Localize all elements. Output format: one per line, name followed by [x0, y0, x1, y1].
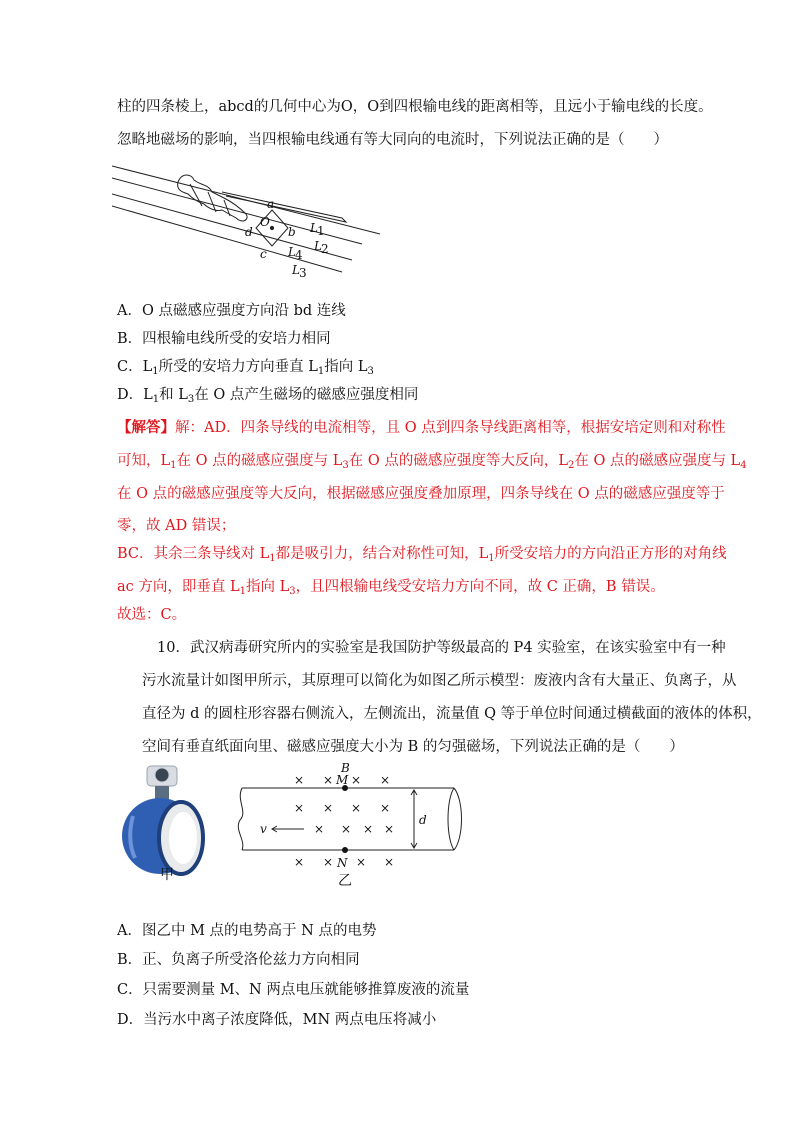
q9-answer-line4: 零，故 AD 错误； [117, 518, 236, 534]
a2c: 在 O 点的磁感应强度等大反向，L [348, 453, 568, 469]
q9-d-post: 在 O 点产生磁场的磁感应强度相同 [194, 387, 419, 403]
q10-stem-line3: 直径为 d 的圆柱形容器右侧流入，左侧流出，流量值 Q 等于单位时间通过横截面的液体的体积， [142, 706, 762, 722]
a6c: ，且四根输电线受安培力方向不同，故 C 正确，B 错误。 [295, 579, 665, 595]
label-L1-sub: 1 [317, 224, 325, 238]
q9-c-mid2: 指向 L [324, 359, 368, 375]
label-L3: L [292, 263, 300, 277]
q10-option-c: C．只需要测量 M、N 两点电压就能够推算废液的流量 [117, 982, 470, 998]
field-mark: × [314, 822, 325, 836]
q9-d-sub1: 1 [152, 394, 160, 405]
pipe-opening [169, 812, 197, 864]
q9-c-sub2: 1 [317, 366, 325, 377]
field-mark: × [294, 855, 305, 869]
pipe-right-end [454, 788, 462, 850]
label-L2: L [314, 239, 322, 253]
q9-option-c [117, 357, 374, 382]
label-b: b [288, 225, 296, 239]
a2s1: 1 [170, 460, 177, 471]
label-d: d [419, 813, 427, 827]
field-mark: × [323, 773, 334, 787]
q9-c-sub1: 1 [152, 366, 159, 377]
field-mark: × [380, 773, 391, 787]
q9-answer-line7: 故选：C。 [117, 607, 187, 623]
q9-c-mid: 所受的安培力方向垂直 L [158, 359, 318, 375]
field-mark: × [351, 801, 362, 815]
field-mark: × [351, 773, 362, 787]
q9-option-b: B．四根输电线所受的安培力相同 [117, 331, 331, 347]
label-L4: L [288, 245, 296, 259]
a2s2: 3 [342, 460, 349, 471]
q10-flowmeter-photo [115, 760, 215, 883]
q10-stem-line1: 10．武汉病毒研究所内的实验室是我国防护等级最高的 P4 实验室，在该实验室中有一种 [157, 640, 726, 656]
a6a: ac 方向，即垂直 L [117, 579, 240, 595]
label-L3-sub: 3 [299, 266, 307, 280]
q9-answer-line6 [117, 577, 665, 602]
field-mark: × [323, 801, 334, 815]
label-v: v [260, 822, 267, 836]
field-mark: × [294, 773, 305, 787]
label-a: a [267, 197, 275, 211]
fig-yi-label: 乙 [338, 873, 352, 889]
a5b: 都是吸引力，结合对称性可知，L [275, 546, 489, 562]
a5c: 所受安培力的方向沿正方形的对角线 [494, 546, 727, 562]
q10-pipe-model-figure [232, 760, 467, 890]
q9-c-sub3: 3 [367, 366, 374, 377]
a5s1: 1 [269, 553, 276, 564]
a2d: 在 O 点的磁感应强度与 L [574, 453, 741, 469]
fig-jia-label: 甲 [160, 867, 174, 883]
q9-stem-line2: 忽略地磁场的影响，当四根输电线通有等大同向的电流时，下列说法正确的是（ ） [117, 132, 668, 148]
label-L1: L [310, 221, 318, 235]
q10-option-a: A．图乙中 M 点的电势高于 N 点的电势 [117, 923, 377, 939]
answer-tag: 【解答】 [117, 419, 175, 436]
q9-d-sub2: 3 [187, 394, 195, 405]
q9-option-d [117, 385, 418, 410]
a2s4: 4 [740, 460, 747, 471]
label-M: M [336, 773, 349, 787]
pipe-right-end-inner [448, 788, 454, 850]
center-O [270, 226, 273, 229]
a5a: BC．其余三条导线对 L [117, 546, 270, 562]
q9-answer-line1 [117, 418, 726, 438]
q10-option-b: B．正、负离子所受洛伦兹力方向相同 [117, 952, 360, 968]
q9-answer-line5 [117, 544, 727, 569]
field-mark: × [356, 855, 367, 869]
a5s2: 1 [488, 553, 495, 564]
q9-figure-svg [112, 162, 392, 287]
q9-d-mid: 和 L [159, 387, 188, 403]
field-mark: × [380, 801, 391, 815]
label-O: O [260, 215, 270, 229]
q9-answer-line2 [117, 451, 747, 476]
field-mark: × [384, 855, 395, 869]
a6s2: 3 [289, 586, 296, 597]
label-L2-sub: 2 [321, 242, 329, 256]
label-B: B [341, 761, 350, 775]
meter-display [155, 768, 169, 782]
field-mark: × [384, 822, 395, 836]
a6b: 指向 L [246, 579, 290, 595]
meter-neck [155, 786, 169, 800]
field-mark: × [363, 822, 374, 836]
field-mark: × [323, 855, 334, 869]
a2a: 可知，L [117, 453, 171, 469]
a6s1: 1 [239, 586, 246, 597]
pipe-left-break [238, 788, 243, 850]
a2s3: 2 [567, 460, 575, 471]
q9-option-a: A．O 点磁感应强度方向沿 bd 连线 [117, 303, 346, 319]
label-L4-sub: 4 [295, 248, 303, 262]
label-N: N [337, 856, 348, 870]
point-N [342, 847, 348, 853]
flowmeter-svg [115, 760, 215, 880]
label-c: c [260, 247, 267, 261]
q10-stem-line2: 污水流量计如图甲所示，其原理可以简化为如图乙所示模型：废液内含有大量正、负离子，从 [142, 673, 737, 689]
answer-l1: 解：AD．四条导线的电流相等，且 O 点到四条导线距离相等，根据安培定则和对称性 [175, 420, 726, 436]
q10-stem-line4: 空间有垂直纸面向里、磁感应强度大小为 B 的匀强磁场，下列说法正确的是（ ） [142, 739, 684, 755]
field-mark: × [294, 801, 305, 815]
q10-option-d: D．当污水中离子浓度降低，MN 两点电压将减小 [117, 1012, 437, 1028]
q9-stem-line1: 柱的四条棱上，abcd的几何中心为O，O到四根输电线的距离相等，且远小于输电线的长度。 [117, 99, 713, 115]
q9-d-pre: D．L [117, 387, 153, 403]
field-mark: × [341, 822, 352, 836]
ladder-line [222, 192, 346, 222]
label-d: d [245, 225, 253, 239]
q9-power-lines-figure [112, 162, 392, 287]
q9-c-pre: C．L [117, 359, 153, 375]
q9-answer-line3: 在 O 点的磁感应强度等大反向，根据磁感应强度叠加原理，四条导线在 O 点的磁感应强度等于 [117, 486, 725, 502]
a2b: 在 O 点的磁感应强度与 L [176, 453, 343, 469]
